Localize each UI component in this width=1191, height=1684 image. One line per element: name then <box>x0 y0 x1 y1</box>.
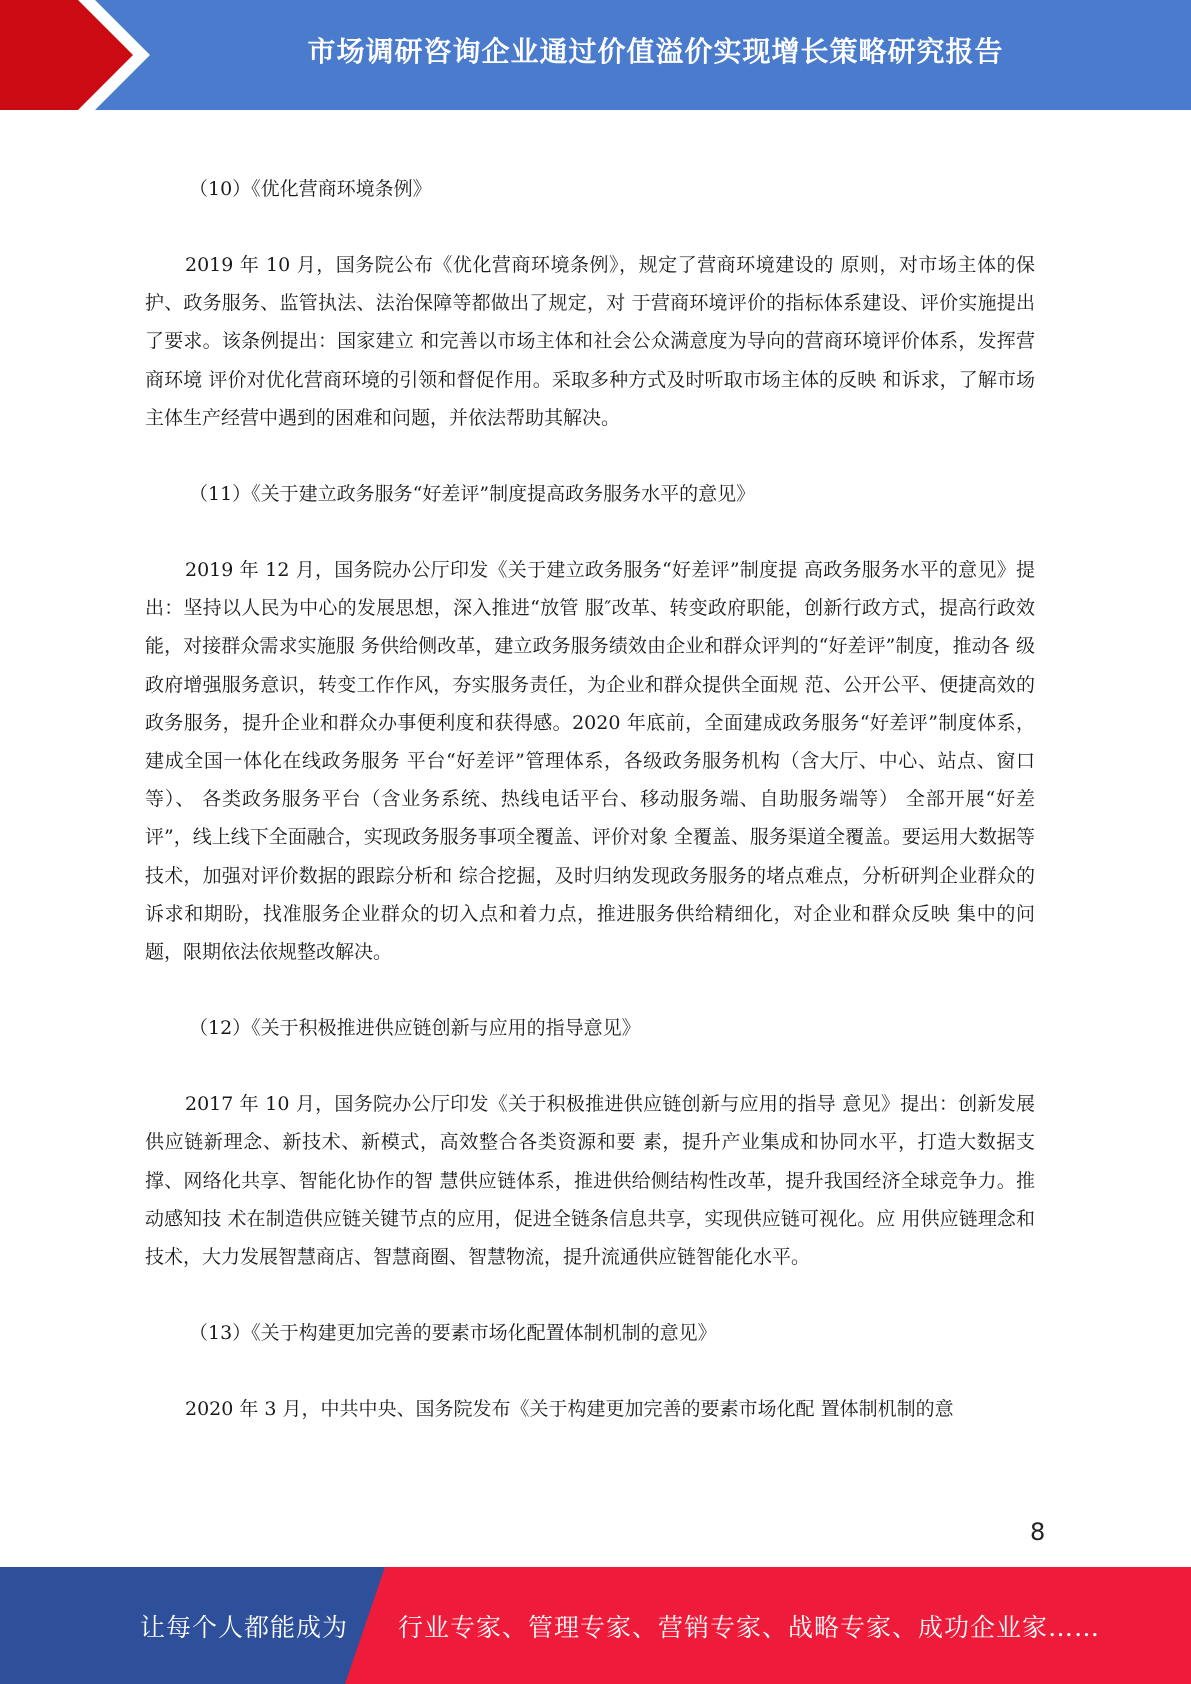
footer-slogan-left: 让每个人都能成为 <box>140 1612 349 1642</box>
document-body <box>145 170 1035 1428</box>
page-footer <box>0 1567 1191 1684</box>
section-paragraph-12: 2017 年 10 月，国务院办公厅印发《关于积极推进供应链创新与应用的指导 意见》提出：创新发展供应链新理念、新技术、新模式，高效整合各类资源和要 素，提升产业集成和协同水平，打造大数据支撑、网络化共享、智能化协作的智 慧供应链体系，推进供给侧结构性改革，提升我国经济全球竞争力。推动感知技 术在制造供应链关键节点的应用，促进全链条信息共享，实现供应链可视化。应 用供应链理念和技术，大力发展智慧商店、智慧商圈、智慧物流，提升流通供应链智能化水平。 <box>145 1093 1035 1269</box>
page-header <box>0 0 1191 110</box>
section-heading-12: （12）《关于积极推进供应链创新与应用的指导意见》 <box>189 1017 641 1040</box>
section-heading-11: （11）《关于建立政务服务“好差评”制度提高政务服务水平的意见》 <box>189 483 756 506</box>
footer-slogan-right: 行业专家、管理专家、营销专家、战略专家、成功企业家…… <box>398 1612 1101 1642</box>
section-paragraph-10: 2019 年 10 月，国务院公布《优化营商环境条例》，规定了营商环境建设的 原则，对市场主体的保护、政务服务、监管执法、法治保障等都做出了规定，对 于营商环境评价的指标体系建设、评价实施提出了要求。该条例提出：国家建立 和完善以市场主体和社会公众满意度为导向的营商环境评价体系，发挥营商环境 评价对优化营商环境的引领和督促作用。采取多种方式及时听取市场主体的反映 和诉求，了解市场主体生产经营中遇到的困难和问题，并依法帮助其解决。 <box>145 254 1035 429</box>
section-paragraph-11: 2019 年 12 月，国务院办公厅印发《关于建立政务服务“好差评”制度提 高政务服务水平的意见》提出：坚持以人民为中心的发展思想，深入推进“放管 服″改革、转变政府职能，创新行政方式，提高行政效能，对接群众需求实施服 务供给侧改革，建立政务服务绩效由企业和群众评判的“好差评”制度，推动各 级政府增强服务意识，转变工作作风，夯实服务责任，为企业和群众提供全面规 范、公开公平、便捷高效的政务服务，提升企业和群众办事便利度和获得感。2020 年底前，全面建成政务服务“好差评”制度体系，建成全国一体化在线政务服务 平台“好差评”管理体系，各级政务服务机构（含大厅、中心、站点、窗口等）、 各类政务服务平台（含业务系统、热线电话平台、移动服务端、自助服务端等） 全部开展“好差评”，线上线下全面融合，实现政务服务事项全覆盖、评价对象 全覆盖、服务渠道全覆盖。要运用大数据等技术，加强对评价数据的跟踪分析和 综合挖掘，及时归纳发现政务服务的堵点难点，分析研判企业群众的诉求和期盼，找准服务企业群众的切入点和着力点，推进服务供给精细化，对企业和群众反映 集中的问题，限期依法依规整改解决。 <box>145 559 1035 964</box>
page-number: 8 <box>1030 1518 1046 1546</box>
header-title: 市场调研咨询企业通过价值溢价实现增长策略研究报告 <box>307 35 1004 68</box>
section-paragraph-13: 2020 年 3 月，中共中央、国务院发布《关于构建更加完善的要素市场化配 置体制机制的意 <box>185 1398 954 1421</box>
section-heading-13: （13）《关于构建更加完善的要素市场化配置体制机制的意见》 <box>189 1322 717 1345</box>
section-heading-10: （10）《优化营商环境条例》 <box>189 178 432 200</box>
